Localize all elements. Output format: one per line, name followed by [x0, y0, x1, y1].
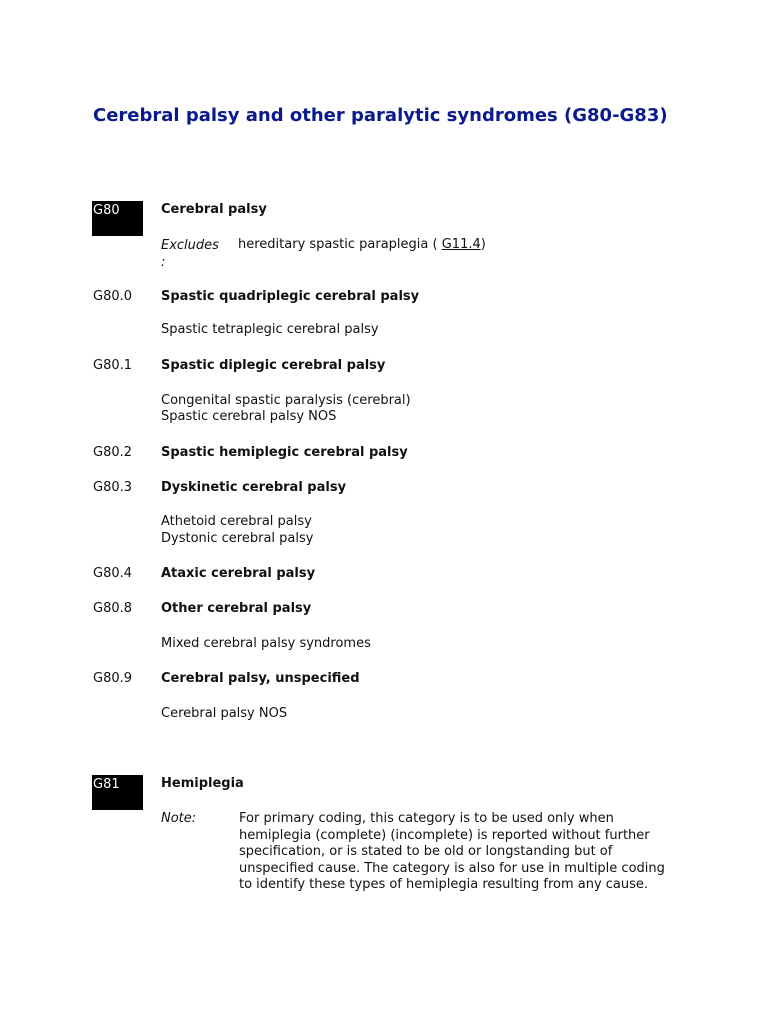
category-code-g81: G81	[92, 775, 143, 810]
xref-link-g11-4[interactable]: G11.4	[441, 237, 481, 252]
excludes-description: hereditary spastic paraplegia (	[238, 237, 438, 252]
inclusion-term: Spastic cerebral palsy NOS	[161, 409, 337, 424]
page-title: Cerebral palsy and other paralytic syndromes (G80-G83)	[93, 105, 668, 126]
inclusion-term: Spastic tetraplegic cerebral palsy	[161, 322, 379, 337]
subcategory-title: Dyskinetic cerebral palsy	[161, 480, 347, 495]
subcategory-title: Spastic hemiplegic cerebral palsy	[161, 445, 408, 460]
note-text: For primary coding, this category is to be used only when hemiplegia (complete) (incomplete) is reported without further specification, or is stated to be old or longstanding but of unspecified cause. The category is also for use in multiple coding to identify these types of hemiplegia resulting from any cause.	[239, 811, 665, 892]
excludes-text	[238, 237, 486, 254]
inclusion-term: Mixed cerebral palsy syndromes	[161, 636, 371, 651]
subcategory-title: Ataxic cerebral palsy	[161, 566, 316, 581]
subcategory-code: G80.0	[93, 289, 133, 304]
inclusion-term: Dystonic cerebral palsy	[161, 531, 314, 546]
note-label: Note:	[161, 811, 197, 826]
subcategory-code: G80.3	[93, 480, 133, 495]
subcategory-code: G80.4	[93, 566, 133, 581]
inclusion-term: Cerebral palsy NOS	[161, 706, 288, 721]
subcategory-code: G80.2	[93, 445, 133, 460]
subcategory-code: G80.1	[93, 358, 133, 373]
excludes-label: Excludes :	[161, 238, 219, 270]
category-title-g81: Hemiplegia	[161, 776, 244, 791]
subcategory-title: Cerebral palsy, unspecified	[161, 671, 360, 686]
category-code-g80: G80	[92, 201, 143, 236]
category-title-g80: Cerebral palsy	[161, 202, 267, 217]
subcategory-title: Spastic quadriplegic cerebral palsy	[161, 289, 420, 304]
excludes-closing-paren: )	[480, 237, 486, 252]
inclusion-term: Athetoid cerebral palsy	[161, 514, 312, 529]
subcategory-title: Other cerebral palsy	[161, 601, 312, 616]
subcategory-code: G80.9	[93, 671, 133, 686]
inclusion-term: Congenital spastic paralysis (cerebral)	[161, 393, 411, 408]
subcategory-code: G80.8	[93, 601, 133, 616]
subcategory-title: Spastic diplegic cerebral palsy	[161, 358, 386, 373]
